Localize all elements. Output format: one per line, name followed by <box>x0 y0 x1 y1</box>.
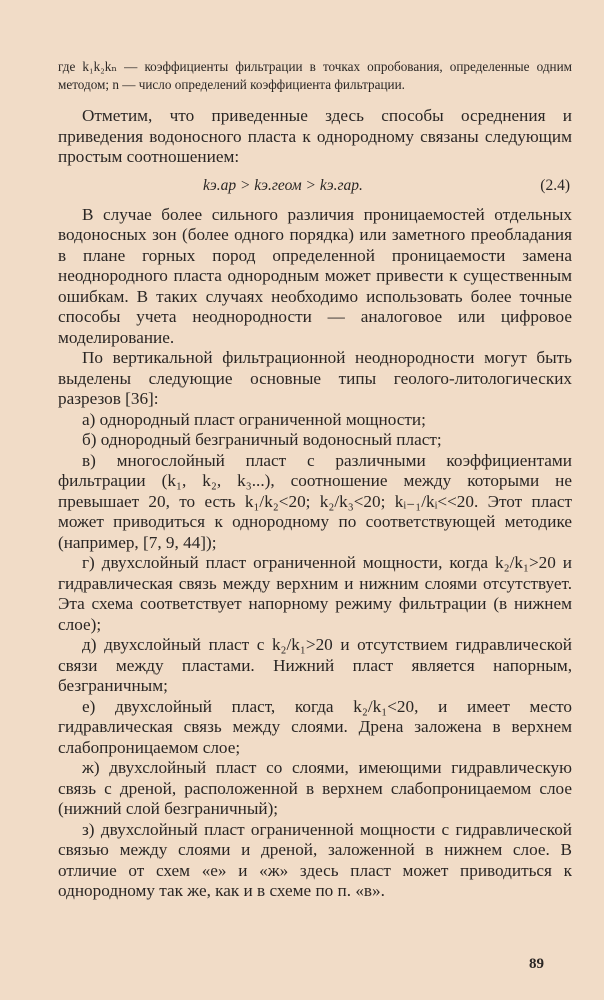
paragraph-intro: Отметим, что приведенные здесь способы осреднения и приведения водоносного пласта к однородному связаны следующим простым соотношением: <box>58 106 572 166</box>
page-number: 89 <box>529 956 544 972</box>
list-item-g: г) двухслойный пласт ограниченной мощности, когда k₂/k₁>20 и гидравлическая связь между верхним и нижним слоями отсутствует. Эта схема соответствует напорному режиму фильтрации (в нижнем слое); <box>58 553 572 634</box>
list-item-a: а) однородный пласт ограниченной мощности; <box>82 409 426 429</box>
list-item-v: в) многослойный пласт с различными коэффициентами фильтрации (k₁, k₂, k₃...), соотношение между которыми не превышает 20, то есть k₁/k₂<20; k₂/k₃<20; kᵢ₋₁/kᵢ<<20. Этот пласт может приводиться к однородному по соответствующей методике (например, [7, 9, 44]); <box>58 450 572 552</box>
formula-2-4 <box>58 177 572 195</box>
list-item-zh: ж) двухслойный пласт со слоями, имеющими гидравлическую связь с дреной, расположенной в верхнем слабопроницаемом слое (нижний слой безграничный); <box>58 758 572 818</box>
formula-number: (2.4) <box>540 176 570 194</box>
list-item-b: б) однородный безграничный водоносный пласт; <box>82 430 442 449</box>
paragraph-vertical-types: По вертикальной фильтрационной неоднородности могут быть выделены следующие основные типы геолого-литологических разрезов [36]: <box>58 348 572 408</box>
list-item-e: е) двухслойный пласт, когда k₂/k₁<20, и имеет место гидравлическая связь между слоями. Дрена заложена в верхнем слабопроницаемом слое; <box>58 696 572 757</box>
list-item-d: д) двухслойный пласт с k₂/k₁>20 и отсутствием гидравлической связи между пластами. Нижний пласт является напорным, безграничным; <box>58 635 572 695</box>
list-item-z: з) двухслойный пласт ограниченной мощности с гидравлической связью между слоями и дреной, заложенной в нижнем слое. В отличие от схем «е» и «ж» здесь пласт может приводиться к однородному так же, как и в схеме по п. «в». <box>58 819 572 900</box>
formula-expression: kэ.ар > kэ.геом > kэ.гар. <box>203 176 363 194</box>
paragraph-heterogeneity: В случае более сильного различия проницаемостей отдельных водоносных зон (более одного порядка) или заметного преобладания в плане горных пород определенной проницаемости замена неоднородного пласта однородным может привести к существенным ошибкам. В таких случаях необходимо использовать более точные способы учета неоднородности — аналоговое или цифровое моделирование. <box>58 204 572 347</box>
footnote: где k₁k₂kₙ — коэффициенты фильтрации в точках опробования, определенные одним методом; n — число определений коэффициента фильтрации. <box>58 59 572 92</box>
